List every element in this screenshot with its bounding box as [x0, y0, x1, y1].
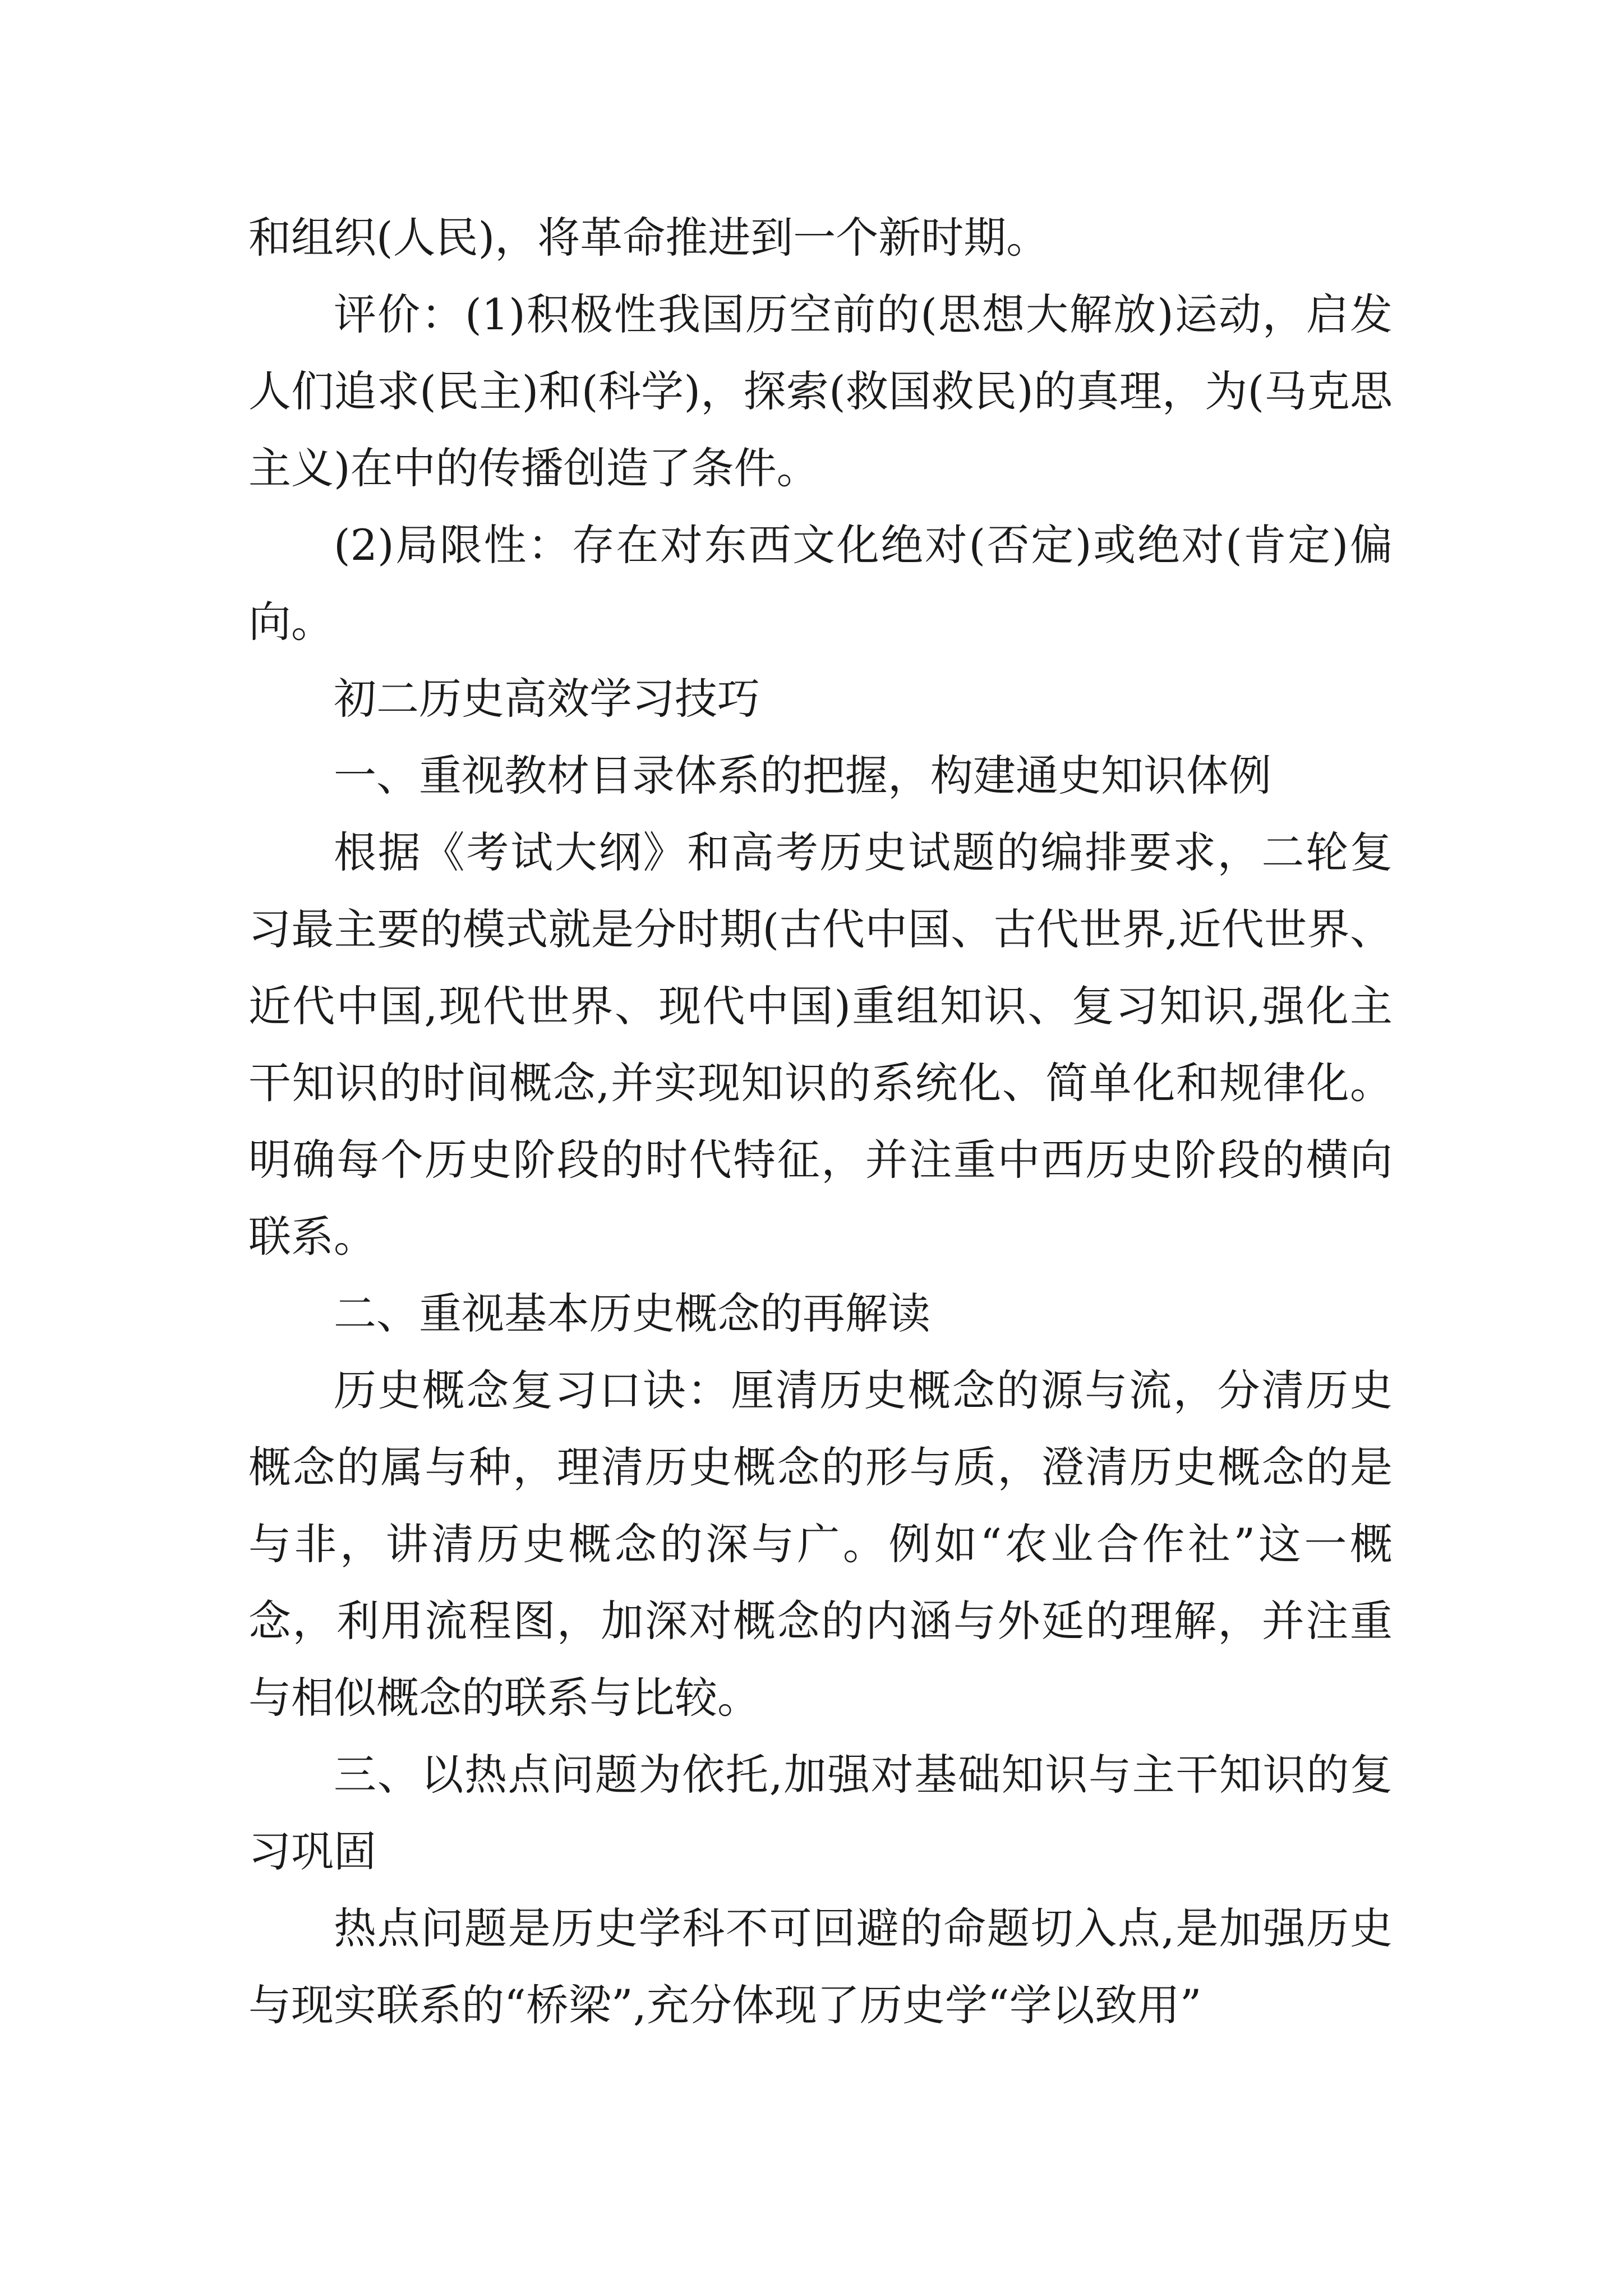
heading-three: 三、以热点问题为依托,加强对基础知识与主干知识的复习巩固 [248, 1750, 1393, 1876]
document-body [248, 199, 1393, 2044]
section-title: 初二历史高效学习技巧 [334, 674, 760, 724]
paragraph-hot-topics: 热点问题是历史学科不可回避的命题切入点,是加强历史与现实联系的“桥梁”,充分体现了历史学“学以致用” [248, 1903, 1393, 2030]
paragraph-limitation: (2)局限性：存在对东西文化绝对(否定)或绝对(肯定)偏向。 [248, 520, 1393, 647]
heading-one: 一、重视教材目录体系的把握，构建通史知识体例 [334, 751, 1271, 800]
heading-two: 二、重视基本历史概念的再解读 [334, 1289, 930, 1338]
paragraph-evaluation: 评价：(1)积极性我国历空前的(思想大解放)运动，启发人们追求(民主)和(科学)，探索(救国救民)的真理，为(马克思主义)在中的传播创造了条件。 [248, 289, 1393, 493]
paragraph-continuation: 和组织(人民)，将革命推进到一个新时期。 [248, 213, 1049, 263]
paragraph-outline: 根据《考试大纲》和高考历史试题的编排要求，二轮复习最主要的模式就是分时期(古代中国、古代世界,近代世界、近代中国,现代世界、现代中国)重组知识、复习知识,强化主干知识的时间概念,并实现知识的系统化、简单化和规律化。明确每个历史阶段的时代特征，并注重中西历史阶段的横向联系。 [248, 827, 1393, 1262]
paragraph-concepts: 历史概念复习口诀：厘清历史概念的源与流，分清历史概念的属与种，理清历史概念的形与质，澄清历史概念的是与非，讲清历史概念的深与广。例如“农业合作社”这一概念，利用流程图，加深对概念的内涵与外延的理解，并注重与相似概念的联系与比较。 [248, 1365, 1393, 1723]
